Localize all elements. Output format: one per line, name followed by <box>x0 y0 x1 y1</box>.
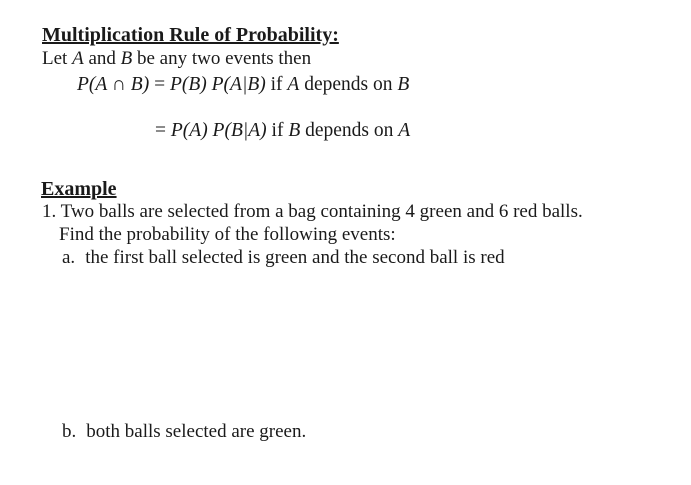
question-part-b <box>62 421 306 443</box>
formula-line-1 <box>77 74 409 96</box>
formula2-equals: = <box>155 120 171 141</box>
example-heading: Example <box>41 178 117 200</box>
formula2-cond-var2: A <box>398 120 411 141</box>
question-line-1 <box>42 201 583 223</box>
formula2-depends-on: depends on <box>300 120 399 141</box>
intro-var-b: B <box>120 48 133 69</box>
formula-line-2 <box>155 120 410 142</box>
part-b-text: both balls selected are green. <box>86 421 307 442</box>
intro-prefix: Let <box>42 48 73 69</box>
rule-title: Multiplication Rule of Probability: <box>42 24 339 46</box>
formula1-rhs: P(B) P(A|B) <box>169 74 266 95</box>
formula1-depends-on: depends on <box>299 74 398 95</box>
question-number: 1. <box>42 201 57 222</box>
formula2-cond-var1: B <box>288 120 301 141</box>
intro-suffix: be any two events then <box>132 48 312 69</box>
part-a-text: the first ball selected is green and the second ball is red <box>85 247 505 268</box>
intro-mid: and <box>83 48 121 69</box>
question-part-a <box>62 247 505 269</box>
formula2-rhs: P(A) P(B|A) <box>170 120 267 141</box>
formula1-if: if <box>265 74 288 95</box>
formula2-if: if <box>266 120 289 141</box>
part-a-label: a. <box>62 247 76 268</box>
intro-var-a: A <box>72 48 84 69</box>
formula1-cond-var2: B <box>397 74 410 95</box>
formula1-cond-var1: A <box>287 74 300 95</box>
question-text-1: Two balls are selected from a bag containing 4 green and 6 red balls. <box>60 201 583 222</box>
rule-intro <box>42 48 311 70</box>
formula1-equals: = <box>149 74 170 95</box>
question-line-2: Find the probability of the following events: <box>59 224 396 245</box>
formula1-lhs: P(A ∩ B) <box>77 74 150 95</box>
part-b-label: b. <box>62 421 77 442</box>
